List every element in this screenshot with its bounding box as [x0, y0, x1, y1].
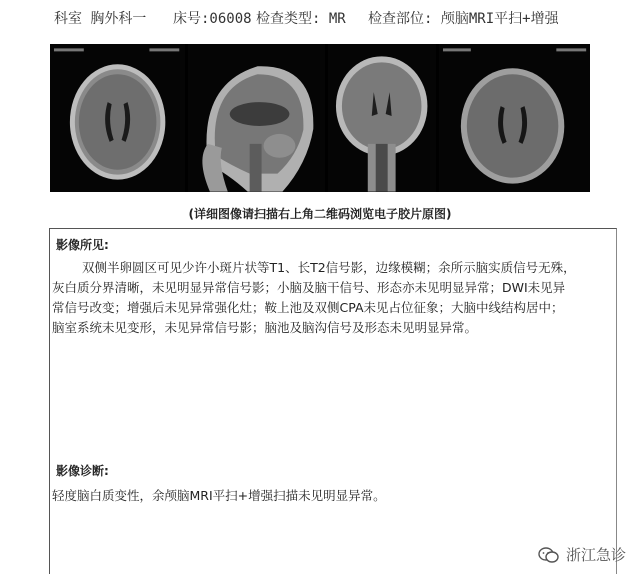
watermark-text: 浙江急诊: [565, 546, 626, 564]
diagnosis-title: 影像诊断:: [56, 464, 109, 478]
mri-coronal-t1-image: [328, 44, 435, 192]
exam-type-label: 检查类型: MR: [256, 11, 346, 27]
department-label: 科室 胸外科一: [54, 11, 147, 27]
wechat-icon: [538, 546, 560, 564]
findings-text: [52, 258, 597, 338]
mri-axial-flair-image: [439, 44, 590, 192]
diagnosis-text: 轻度脑白质变性，余颅脑MRI平扫+增强扫描未见明显异常。: [52, 488, 386, 503]
image-caption: (详细图像请扫描右上角二维码浏览电子胶片原图): [188, 207, 452, 221]
mri-image-strip: [50, 44, 590, 192]
report-header: [0, 8, 640, 30]
mri-sagittal-t1-image: [188, 44, 325, 192]
watermark: [538, 544, 626, 565]
findings-line: 常信号改变；增强后未见异常强化灶；鞍上池及双侧CPA未见占位征象；大脑中线结构居中；: [52, 300, 564, 315]
mri-axial-t1-image: [50, 44, 185, 192]
findings-line: 脑室系统未见变形，未见异常信号影；脑池及脑沟信号及形态未见明显异常。: [52, 320, 478, 335]
findings-line: 灰白质分界清晰，未见明显异常信号影；小脑及脑干信号、形态亦未见明显异常；DWI未见异: [52, 280, 566, 295]
exam-site-label: 检查部位: 颅脑MRI平扫+增强: [368, 11, 559, 27]
findings-line: 双侧半卵圆区可见少许小斑片状等T1、长T2信号影，边缘模糊；余所示脑实质信号无殊，: [82, 260, 576, 275]
bed-number-label: 床号:06008: [173, 11, 252, 27]
findings-title: 影像所见:: [56, 238, 109, 252]
